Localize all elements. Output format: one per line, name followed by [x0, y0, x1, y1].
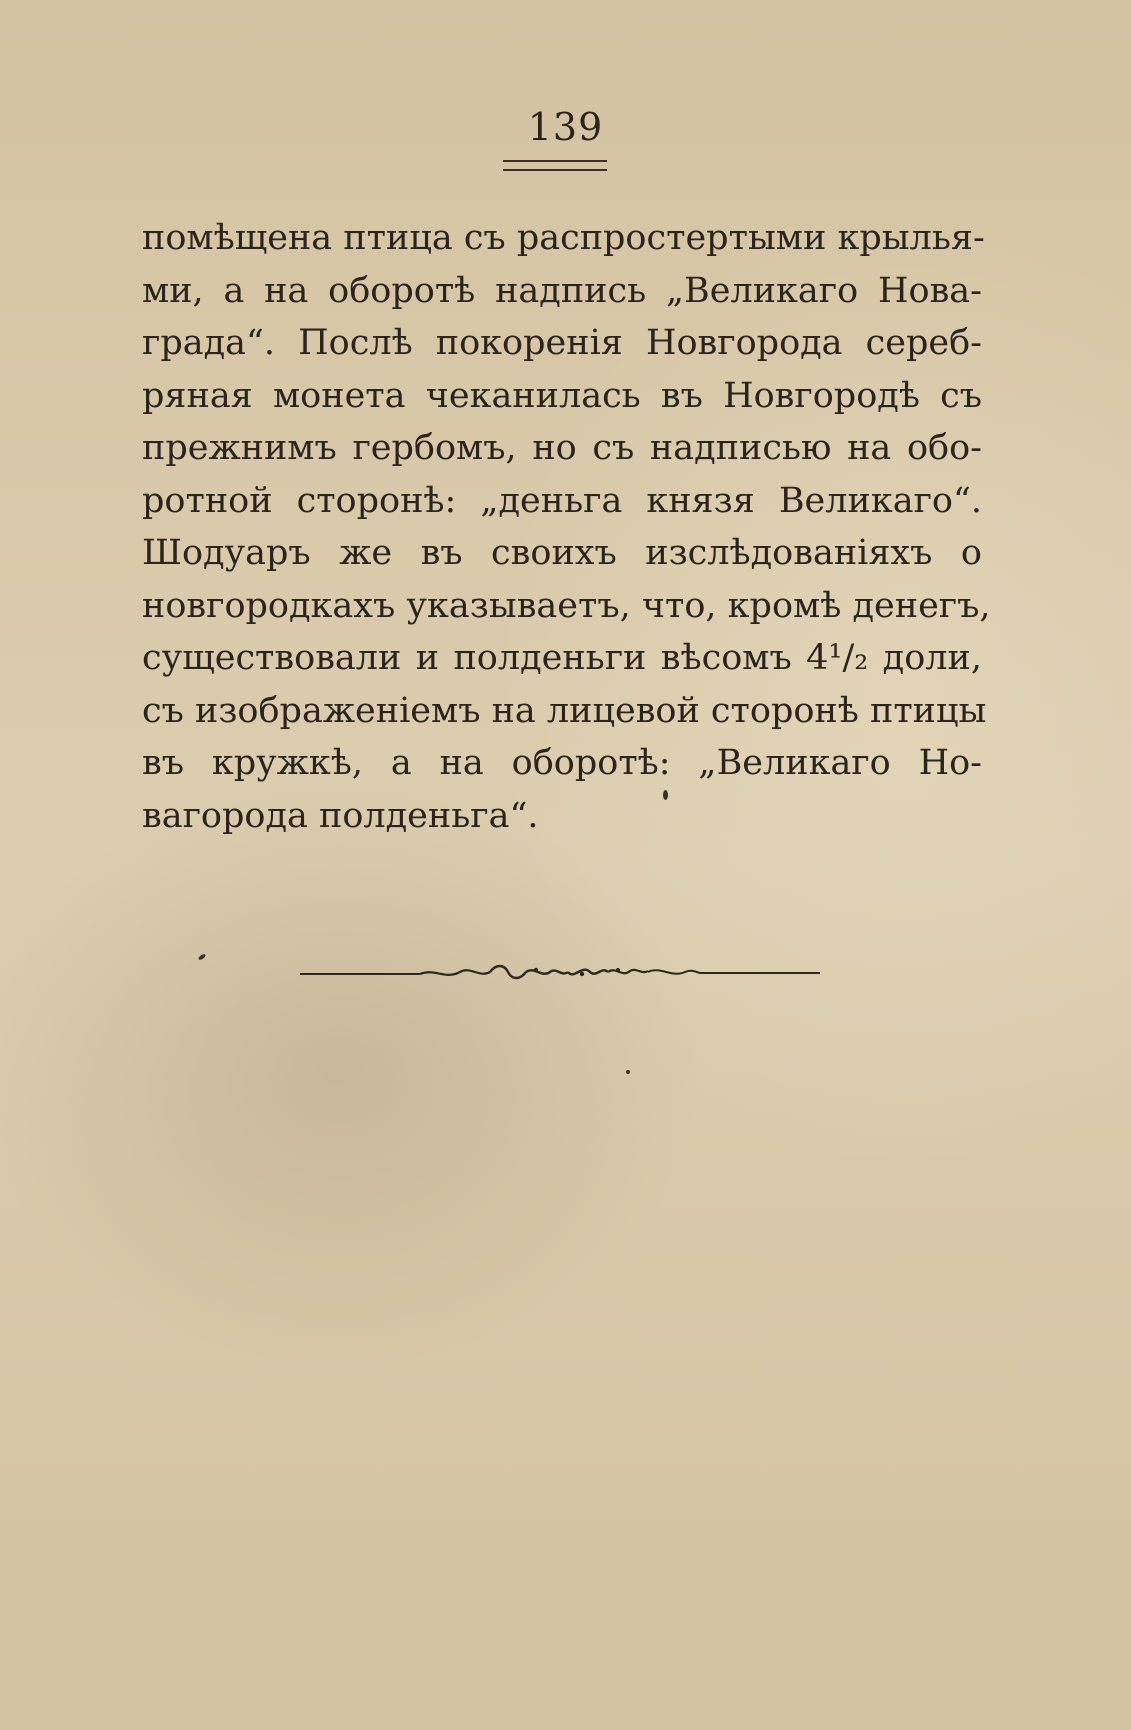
body-text: [142, 212, 991, 842]
text-line: въ кружкѣ, а на оборотѣ: „Великаго Но-: [142, 743, 982, 783]
text-line: града“. Послѣ покоренія Новгорода сереб-: [142, 323, 982, 363]
paper-speck: [626, 1070, 630, 1074]
ornament-divider-icon: [300, 960, 820, 984]
text-line: существовали и полденьги вѣсомъ 4¹/₂ доли,: [142, 638, 982, 678]
text-line: Шодуаръ же въ своихъ изслѣдованіяхъ о: [142, 533, 982, 573]
text-line: съ изображеніемъ на лицевой сторонѣ птицы: [142, 690, 987, 731]
text-line: ми, а на оборотѣ надпись „Великаго Нова-: [142, 270, 982, 311]
text-line: вагорода полденьга“.: [142, 795, 539, 836]
page-number-double-rule: [503, 160, 607, 171]
text-line: ряная монета чеканилась въ Новгородѣ съ: [142, 375, 982, 416]
page-number: 139: [527, 105, 604, 149]
paper-speck: [663, 790, 668, 800]
text-line: помѣщена птица съ распростертыми крылья-: [142, 218, 985, 258]
paper-speck: [198, 953, 207, 961]
text-line: прежнимъ гербомъ, но съ надписью на обо-: [142, 428, 982, 468]
text-line: новгородкахъ указываетъ, что, кромѣ денегъ,: [142, 585, 991, 626]
text-line: ротной сторонѣ: „деньга князя Великаго“.: [142, 480, 982, 521]
